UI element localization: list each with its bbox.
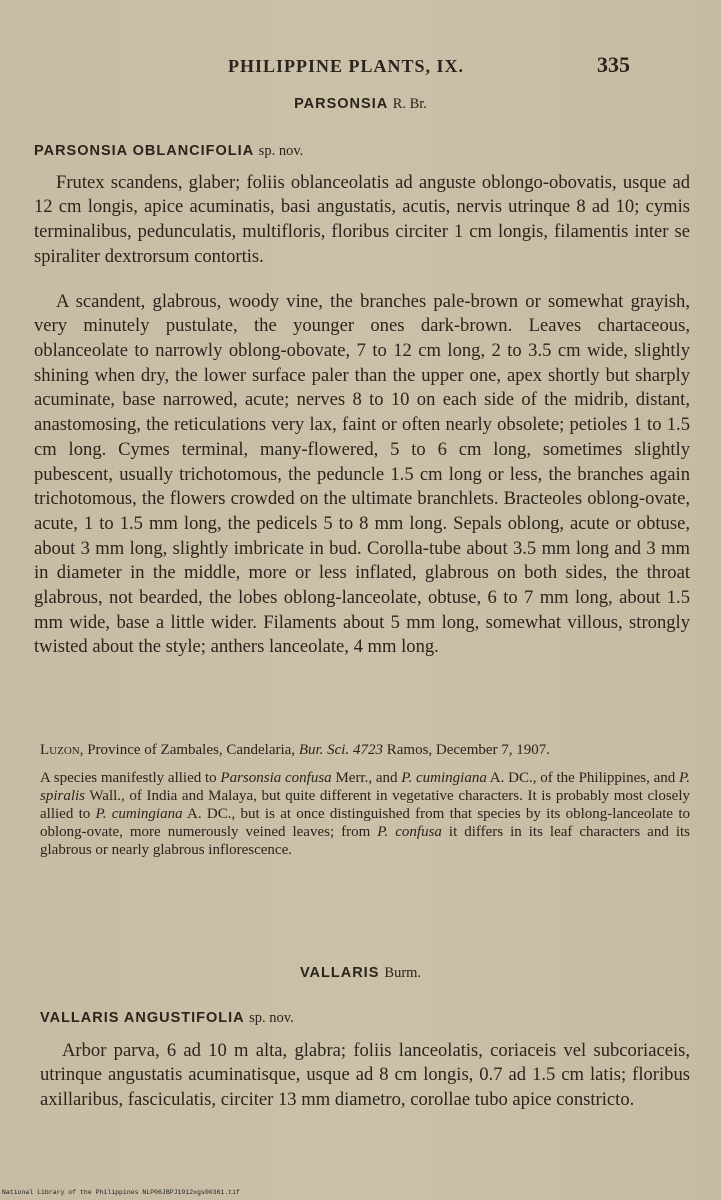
remarks-text-5: A. DC., but is at once distinguished from that species by its oblong-lanceolate to oblong-ovate, more numerously veined leaves; from: [40, 806, 690, 840]
running-title: PHILIPPINE PLANTS, IX.: [228, 56, 465, 76]
latin-description-parsonsia: Frutex scandens, glaber; foliis oblanceolatis ad anguste oblongo-obovatis, usque ad 12 cm longis, apice acuminatis, basi angustatis, acutis, nervis utrinque 8 ad 10; cymis terminalibus, pedunculatis, multifloris, floribus circiter 1 cm longis, filamentis inter se spiraliter dextrorsum contortis.: [34, 171, 690, 267]
page-number: 335: [597, 52, 630, 77]
locality-rest: , Province of Zambales, Candelaria,: [79, 742, 299, 758]
specimen-citation: [40, 741, 690, 759]
species-heading-parsonsia-oblancifolia: [34, 143, 303, 160]
remarks-paragraph: [40, 769, 690, 859]
remarks-text-4: Wall., of India and Malaya, but quite different in vegetative characters. It is probably most closely allied to: [40, 788, 690, 822]
species-note: sp. nov.: [258, 143, 304, 159]
species-name: VALLARIS ANGUSTIFOLIA: [40, 1010, 245, 1026]
remarks-taxon-1: Parsonsia confusa: [220, 770, 332, 786]
genus-heading-vallaris: [0, 965, 721, 982]
genus-heading-parsonsia: [0, 96, 721, 113]
remarks-taxon-3: P. spiralis: [40, 770, 690, 804]
species-heading-vallaris-angustifolia: [40, 1010, 294, 1027]
locality-label: Luzon: [40, 742, 80, 758]
remarks-text-3: A. DC., of the Philippines, and: [486, 770, 680, 786]
english-description-parsonsia: A scandent, glabrous, woody vine, the branches pale-brown or somewhat grayish, very minutely pustulate, the younger ones dark-brown. Leaves chartaceous, oblanceolate to narrowly oblong-obovate, 7 to 12 cm long, 2 to 3.5 cm wide, slightly shining when dry, the lower surface paler than the upper one, apex shortly but sharply acuminate, base narrowed, acute; nerves 8 to 10 on each side of the midrib, distant, anastomosing, the reticulations very lax, faint or often nearly obsolete; petioles 1 to 1.5 cm long. Cymes terminal, many-flowered, 5 to 6 cm long, sometimes slightly pubescent, usually trichotomous, the peduncle 1.5 cm long or less, the branches again trichotomous, the flowers crowded on the ultimate branchlets. Bracteoles oblong-ovate, acute, 1 to 1.5 mm long, the pedicels 5 to 8 mm long. Sepals oblong, acute or obtuse, about 3 mm long, slightly imbricate in bud. Corolla-tube about 3.5 mm long and 3 mm in diameter in the middle, more or less inflated, glabrous on both sides, the throat glabrous, not bearded, the lobes oblong-lanceolate, obtuse, 6 to 7 mm long, about 1.5 mm wide, base a little wider. Filaments about 5 mm long, somewhat villous, strongly twisted about the style; anthers lanceolate, 4 mm long.: [34, 290, 690, 658]
remarks-text-1: A species manifestly allied to: [40, 770, 221, 786]
species-name: PARSONSIA OBLANCIFOLIA: [34, 143, 254, 159]
species-note: sp. nov.: [249, 1010, 294, 1026]
genus-name: PARSONSIA: [294, 96, 388, 112]
latin-description-vallaris: Arbor parva, 6 ad 10 m alta, glabra; foliis lanceolatis, coriaceis vel subcoriaceis, utrinque angustatis acuminatisque, usque ad 8 cm longis, 0.7 ad 1.5 cm latis; floribus axillaribus, fasciculatis, circiter 13 mm diametro, corollae tubo apice constricto.: [40, 1039, 690, 1110]
genus-name: VALLARIS: [299, 965, 380, 981]
remarks-taxon-5: P. confusa: [377, 824, 442, 840]
genus-authority: Burm.: [384, 965, 422, 981]
remarks-text-2: Merr., and: [331, 770, 402, 786]
remarks-text-6: it differs in its leaf characters and its glabrous or nearly glabrous inflorescence.: [40, 824, 690, 858]
remarks-taxon-4: P. cumingiana: [95, 806, 183, 822]
genus-authority: R. Br.: [392, 96, 427, 112]
remarks-taxon-2: P. cumingiana: [401, 770, 487, 786]
collector-date: Ramos, December 7, 1907.: [382, 742, 551, 758]
page-header: [0, 50, 721, 80]
collection-number: Bur. Sci. 4723: [298, 742, 383, 758]
scan-footer: National Library of the Philippines NLP06JBPJ1912xgs00361.tif: [2, 1189, 240, 1196]
